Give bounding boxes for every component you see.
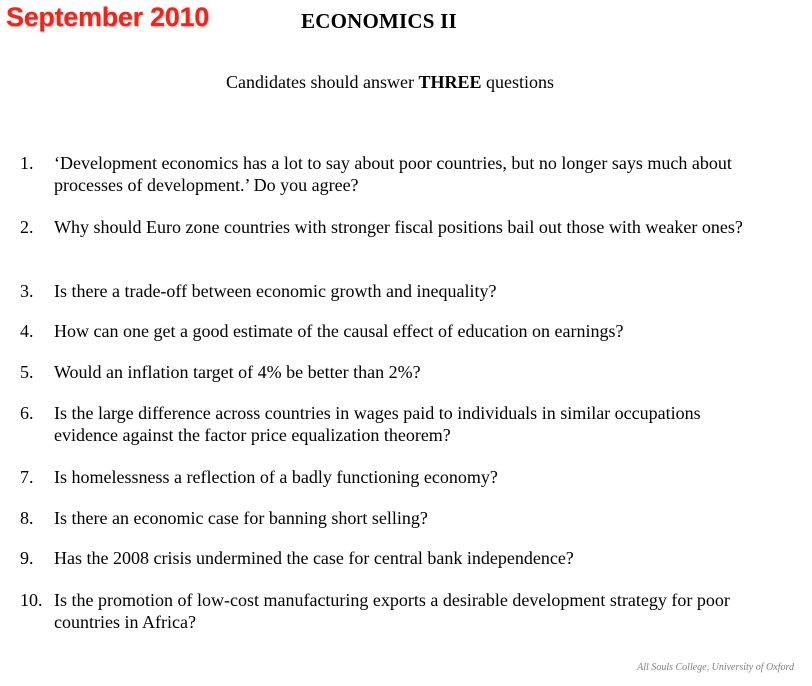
instructions-prefix: Candidates should answer (226, 72, 419, 92)
question-number: 2. (20, 217, 34, 237)
question-text: ‘Development economics has a lot to say about poor countries, but no longer says much about processes of development.’ Do you agree? (54, 153, 732, 195)
question-number: 8. (20, 508, 34, 528)
question-number: 3. (20, 281, 34, 301)
question-text: Is there a trade-off between economic growth and inequality? (54, 281, 497, 301)
question-text: Is the promotion of low-cost manufacturing exports a desirable development strategy for poor countries in Africa? (54, 590, 730, 632)
question-number: 10. (20, 590, 43, 610)
question-text: Is there an economic case for banning short selling? (54, 508, 428, 528)
question-text: Would an inflation target of 4% be better than 2%? (54, 362, 421, 382)
instructions-emphasis: THREE (418, 72, 482, 92)
question-number: 4. (20, 321, 34, 341)
footer-credit: All Souls College, University of Oxford (637, 662, 794, 673)
question-text: Is the large difference across countries in wages paid to individuals in similar occupations evidence against the factor price equalization theorem? (54, 403, 701, 445)
exam-date-label: September 2010 (6, 2, 209, 32)
question-number: 6. (20, 403, 34, 423)
exam-title: ECONOMICS II (301, 9, 457, 33)
question-number: 7. (20, 467, 34, 487)
question-text: How can one get a good estimate of the causal effect of education on earnings? (54, 321, 624, 341)
question-text: Is homelessness a reflection of a badly functioning economy? (54, 467, 498, 487)
question-number: 1. (20, 153, 34, 173)
question-number: 9. (20, 548, 34, 568)
exam-instructions (226, 72, 554, 93)
question-text: Has the 2008 crisis undermined the case for central bank independence? (54, 548, 574, 568)
question-text: Why should Euro zone countries with stronger fiscal positions bail out those with weaker ones? (54, 217, 743, 237)
question-number: 5. (20, 362, 34, 382)
instructions-suffix: questions (481, 72, 555, 92)
